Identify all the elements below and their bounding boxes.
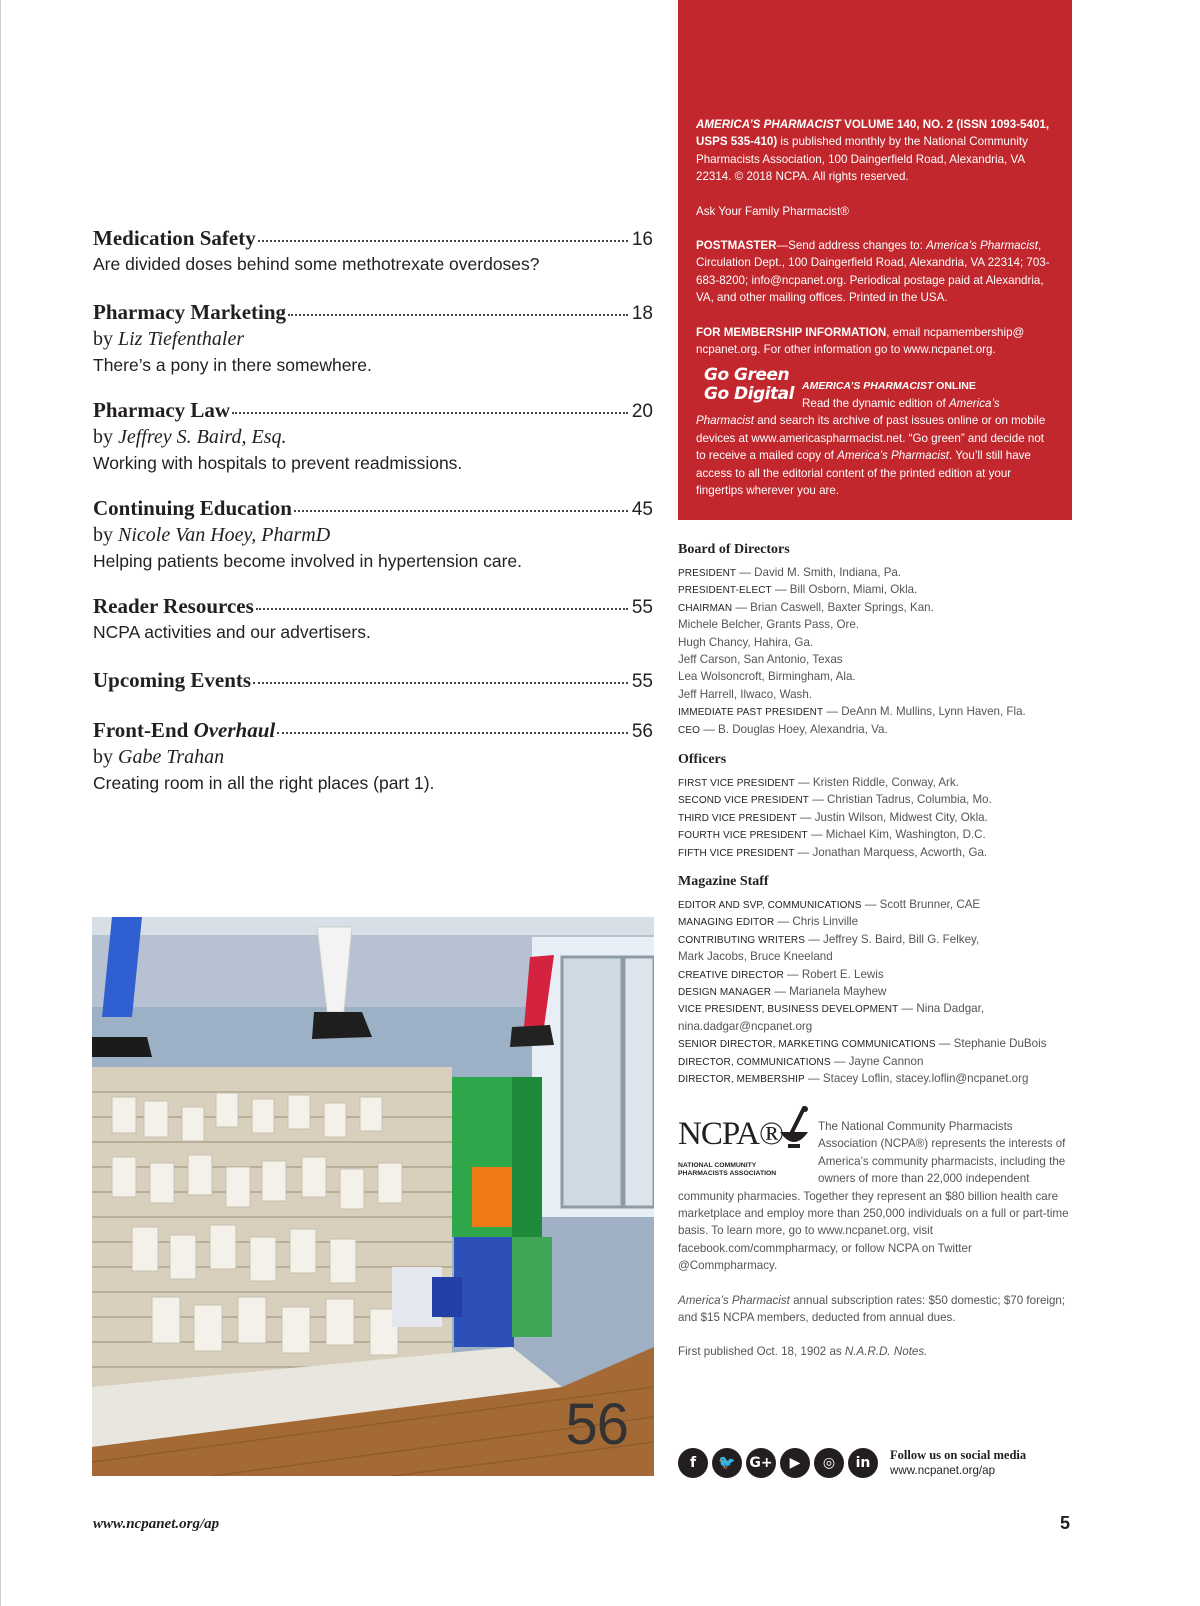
staff-row	[678, 616, 1098, 633]
staff-row	[678, 948, 1098, 965]
role-label: SECOND VICE PRESIDENT	[678, 795, 810, 807]
postmaster-notice	[696, 237, 1056, 307]
page-edge	[0, 0, 1, 1606]
social-media-bar	[678, 1446, 1026, 1480]
role-value: — Christian Tadrus, Columbia, Mo.	[809, 793, 992, 807]
role-value: — Brian Caswell, Baxter Springs, Kan.	[732, 600, 934, 614]
staff-row	[678, 826, 1098, 843]
role-value: — Scott Brunner, CAE	[861, 898, 981, 911]
sub-text: annual subscription rates: $50 domestic; $70 foreign; and $15 NCPA members, deducted from annual dues.	[678, 1293, 1066, 1325]
role-value: — DeAnn M. Mullins, Lynn Haven, Fla.	[823, 705, 1026, 719]
pharmacy-display-photo[interactable]	[92, 917, 654, 1476]
pub-name: AMERICA’S PHARMACIST	[696, 118, 841, 131]
staff-row	[678, 809, 1098, 826]
sub-mag: America’s Pharmacist	[678, 1293, 790, 1307]
role-label: CREATIVE DIRECTOR	[678, 969, 784, 981]
staff-row	[678, 896, 1098, 913]
pub-text: is published monthly by the National Community Pharmacists Association, 100 Daingerfield Road, Alexandria, VA 22314. © 2018 NCPA. All rights reserved.	[696, 135, 1028, 184]
role-value: — Marianela Mayhew	[771, 984, 887, 998]
toc-byline	[93, 746, 653, 771]
toc-entry-pharmacy-law[interactable]	[93, 398, 653, 477]
role-label: IMMEDIATE PAST PRESIDENT	[678, 707, 824, 719]
role-label: FIFTH VICE PRESIDENT	[678, 847, 795, 859]
toc-title: Pharmacy Law	[93, 398, 231, 422]
toc-leader	[294, 496, 628, 512]
byline-prefix: by	[93, 746, 118, 768]
role-label: SENIOR DIRECTOR, MARKETING COMMUNICATIONS	[678, 1039, 936, 1051]
publication-info-box	[678, 0, 1072, 520]
social-label: Follow us on social media	[890, 1448, 1027, 1462]
toc-title: Continuing Education	[93, 496, 292, 520]
section-heading: Magazine Staff	[678, 874, 769, 889]
role-value: Jeff Carson, San Antonio, Texas	[678, 652, 843, 666]
ncpa-wordmark: NCPA®	[678, 1116, 784, 1152]
ncpa-subtitle: NATIONAL COMMUNITY PHARMACISTS ASSOCIATION	[678, 1162, 777, 1177]
staff-row	[678, 581, 1098, 598]
role-label: CHAIRMAN	[678, 602, 733, 614]
toc-page: 45	[631, 499, 653, 520]
role-value: Michele Belcher, Grants Pass, Ore.	[678, 618, 860, 632]
toc-description: Are divided doses behind some methotrexate overdoses?	[93, 254, 540, 274]
subscription-rates	[678, 1292, 1074, 1327]
toc-title: Medication Safety	[93, 226, 256, 250]
online-text-3: . You’ll still have access to all the editorial content of the printed edition at your fingertips wherever you are.	[696, 449, 1031, 498]
role-label: EDITOR AND SVP, COMMUNICATIONS	[678, 900, 862, 911]
role-value: — Stacey Loflin, stacey.loflin@ncpanet.org	[804, 1071, 1029, 1085]
staff-row	[678, 686, 1098, 703]
role-value: — Kristen Riddle, Conway, Ark.	[794, 776, 959, 789]
role-value: — Justin Wilson, Midwest City, Okla.	[796, 810, 988, 824]
go-green-text: Go Green	[704, 365, 790, 385]
google-plus-icon[interactable]: G+	[746, 1448, 776, 1478]
toc-title-italic: Overhaul	[193, 718, 276, 742]
staff-row	[678, 913, 1098, 930]
toc-entry-upcoming-events[interactable]	[93, 668, 653, 694]
staff-row	[678, 931, 1098, 948]
membership-label: FOR MEMBERSHIP INFORMATION	[696, 325, 887, 339]
staff-row	[678, 1000, 1098, 1017]
section-heading: Officers	[678, 752, 727, 767]
byline-prefix: by	[93, 328, 118, 350]
toc-page: 20	[631, 401, 653, 422]
toc-author: Nicole Van Hoey, PharmD	[118, 524, 331, 546]
postmaster-mag: America’s Pharmacist	[926, 239, 1038, 253]
staff-row	[678, 966, 1098, 983]
role-value: Jeff Harrell, Ilwaco, Wash.	[678, 687, 813, 701]
membership-info	[696, 324, 1056, 359]
officers	[678, 752, 1098, 861]
twitter-icon[interactable]: 🐦	[712, 1448, 742, 1478]
role-label: PRESIDENT-ELECT	[678, 585, 772, 597]
toc-author: Jeffrey S. Baird, Esq.	[118, 426, 287, 448]
toc-entry-front-end-overhaul[interactable]	[93, 718, 653, 797]
photo-page-number: 56	[565, 1392, 628, 1457]
toc-description: Working with hospitals to prevent readmissions.	[93, 453, 463, 473]
postmaster-text-1: —Send address changes to:	[776, 239, 927, 253]
role-label: FOURTH VICE PRESIDENT	[678, 830, 808, 842]
toc-title: Reader Resources	[93, 594, 254, 618]
toc-author: Gabe Trahan	[118, 746, 225, 768]
postmaster-text-2: , Circulation Dept., 100 Daingerfield Road, Alexandria, VA 22314; 703-683-8200; info@ncpanet.org. Periodical postage paid at Alexandria, VA, and other mailing offices. Printed in the USA.	[696, 239, 1050, 305]
staff-row	[678, 774, 1098, 791]
role-label: FIRST VICE PRESIDENT	[678, 778, 795, 789]
staff-row	[678, 983, 1098, 1000]
ncpa-logo[interactable]	[678, 1118, 814, 1178]
magazine-staff	[678, 874, 1098, 1087]
first-text: First published Oct. 18, 1902 as	[678, 1345, 845, 1359]
role-label: DIRECTOR, MEMBERSHIP	[678, 1073, 805, 1085]
staff-row	[678, 1018, 1098, 1035]
toc-entry-continuing-education[interactable]	[93, 496, 653, 575]
toc-page: 56	[631, 721, 653, 742]
role-label: DESIGN MANAGER	[678, 986, 772, 998]
role-value: — Jayne Cannon	[830, 1054, 924, 1068]
toc-leader	[288, 300, 628, 316]
toc-title	[93, 718, 275, 743]
toc-title: Pharmacy Marketing	[93, 300, 287, 324]
first-name: N.A.R.D. Notes.	[844, 1345, 928, 1359]
membership-text: , email ncpamembership@ ncpanet.org. For other information go to www.ncpanet.org.	[696, 325, 1025, 357]
section-heading: Board of Directors	[678, 542, 790, 557]
instagram-icon[interactable]: ◎	[814, 1448, 844, 1478]
role-value: — David M. Smith, Indiana, Pa.	[736, 566, 902, 579]
toc-description: NCPA activities and our advertisers.	[93, 622, 371, 642]
staff-rows	[678, 896, 1098, 1087]
staff-row	[678, 634, 1098, 651]
toc-entry-pharmacy-marketing[interactable]	[93, 300, 653, 379]
byline-prefix: by	[93, 426, 118, 448]
online-text	[696, 378, 1056, 499]
footer-url[interactable]: www.ncpanet.org/ap	[93, 1516, 220, 1532]
role-value: — Nina Dadgar,	[898, 1002, 985, 1016]
role-label: THIRD VICE PRESIDENT	[678, 812, 797, 824]
toc-page: 18	[631, 303, 653, 324]
footer-page-number: 5	[1060, 1513, 1071, 1533]
toc-page: 55	[631, 671, 653, 692]
board-rows	[678, 564, 1098, 738]
ncpa-about-text: The National Community Pharmacists Association (NCPA®) represents the interests of America’s community pharmacists, including the owners of more than 22,000 independent community pharmacies. Together they represent an $80 billion health care marketplace and employ more than 250,000 individuals on a full or part-time basis. To learn more, go to www.ncpanet.org, visit facebook.com/commpharmacy, or follow NCPA on Twitter @Commpharmacy.	[678, 1120, 1069, 1273]
role-value: — Robert E. Lewis	[783, 967, 884, 981]
board-of-directors	[678, 542, 1098, 738]
toc-title-plain: Front-End	[93, 718, 194, 742]
toc-leader	[232, 398, 628, 414]
role-value: — Stephanie DuBois	[935, 1037, 1047, 1051]
role-label: PRESIDENT	[678, 568, 737, 579]
staff-row	[678, 651, 1098, 668]
role-label: CEO	[678, 724, 700, 736]
staff-row	[678, 1070, 1098, 1087]
role-value: — Chris Linville	[774, 915, 859, 929]
online-text-2: and search its archive of past issues online or on mobile devices at www.americaspharmacist.net. “Go green” and decide not to receive a mailed copy of	[696, 414, 1046, 463]
online-edition-block	[696, 378, 1056, 516]
toc-author: Liz Tiefenthaler	[118, 328, 245, 350]
toc-leader	[256, 594, 628, 610]
staff-row	[678, 703, 1098, 720]
staff-row	[678, 668, 1098, 685]
publication-statement	[696, 116, 1056, 186]
toc-byline	[93, 426, 653, 451]
role-value: — Jonathan Marquess, Acworth, Ga.	[794, 845, 988, 859]
online-heading	[802, 378, 976, 395]
role-value: Mark Jacobs, Bruce Kneeland	[678, 950, 833, 964]
toc-byline	[93, 328, 653, 353]
toc-leader	[258, 226, 628, 242]
staff-row	[678, 599, 1098, 616]
linkedin-icon[interactable]: in	[848, 1448, 878, 1478]
youtube-icon[interactable]: ▶	[780, 1448, 810, 1478]
online-mag-1: America’s Pharmacist	[696, 397, 1000, 428]
go-digital-text: Go Digital	[704, 384, 794, 404]
toc-description: There’s a pony in there somewhere.	[93, 355, 372, 375]
role-value: Lea Wolsoncroft, Birmingham, Ala.	[678, 670, 856, 684]
tagline: Ask Your Family Pharmacist®	[696, 204, 849, 218]
officers-rows	[678, 774, 1098, 861]
toc-entry-medication-safety[interactable]	[93, 226, 653, 278]
role-value: nina.dadgar@ncpanet.org	[678, 1019, 813, 1033]
social-icons	[678, 1448, 882, 1478]
toc-leader	[277, 718, 628, 734]
staff-row	[678, 844, 1098, 861]
first-published	[678, 1343, 1074, 1360]
role-label: DIRECTOR, COMMUNICATIONS	[678, 1056, 831, 1068]
staff-row	[678, 791, 1098, 808]
toc-leader	[253, 668, 628, 684]
toc-byline	[93, 524, 653, 549]
role-value: — Jeffrey S. Baird, Bill G. Felkey,	[805, 932, 980, 946]
toc-title: Upcoming Events	[93, 668, 252, 692]
ncpa-about	[678, 1118, 1074, 1378]
toc-description: Creating room in all the right places (part 1).	[93, 773, 435, 793]
postmaster-label: POSTMASTER	[696, 239, 777, 253]
toc-page: 16	[631, 229, 653, 250]
role-value: — Michael Kim, Washington, D.C.	[807, 828, 986, 842]
toc-page: 55	[631, 597, 653, 618]
social-text	[890, 1448, 1026, 1478]
facebook-icon[interactable]: f	[678, 1448, 708, 1478]
online-head-rest: ONLINE	[933, 380, 976, 392]
toc-description: Helping patients become involved in hypertension care.	[93, 551, 523, 571]
toc-entry-reader-resources[interactable]	[93, 594, 653, 646]
staff-row	[678, 1053, 1098, 1070]
role-label: MANAGING EDITOR	[678, 917, 775, 929]
staff-row	[678, 564, 1098, 581]
byline-prefix: by	[93, 524, 118, 546]
staff-row	[678, 721, 1098, 738]
role-value: Hugh Chancy, Hahira, Ga.	[678, 635, 814, 649]
social-url[interactable]: www.ncpanet.org/ap	[890, 1464, 996, 1477]
role-label: CONTRIBUTING WRITERS	[678, 934, 805, 946]
online-head-mag: AMERICA’S PHARMACIST	[802, 380, 934, 392]
pub-volume: VOLUME 140, NO. 2 (ISSN 1093-5401, USPS 535-410)	[696, 118, 1050, 149]
staff-row	[678, 1035, 1098, 1052]
role-value: — Bill Osborn, Miami, Okla.	[771, 583, 918, 597]
role-label: VICE PRESIDENT, BUSINESS DEVELOPMENT	[678, 1004, 899, 1016]
online-text-1: Read the dynamic edition of	[802, 397, 949, 410]
role-value: — B. Douglas Hoey, Alexandria, Va.	[699, 722, 888, 736]
online-mag-2: America’s Pharmacist	[837, 449, 950, 463]
